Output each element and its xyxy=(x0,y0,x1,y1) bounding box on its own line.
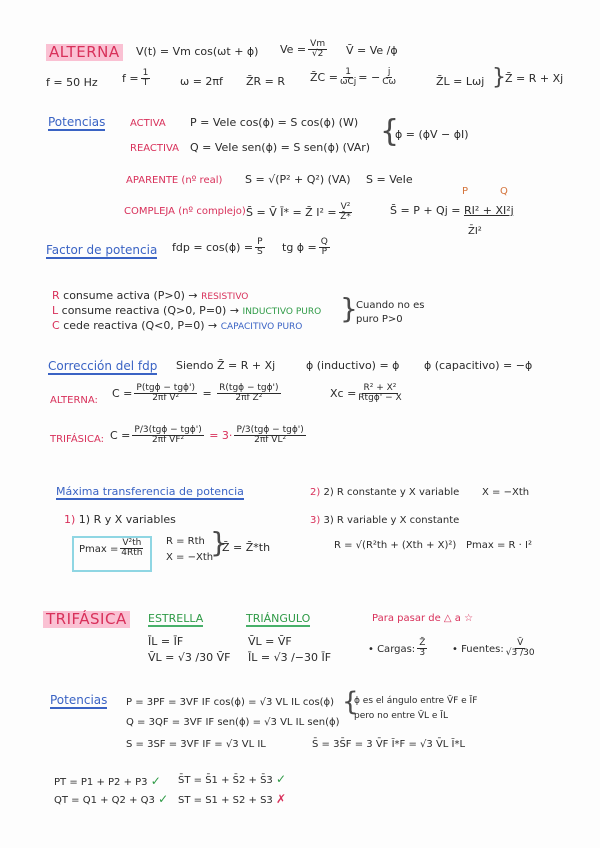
reactiva-eq: Q = VeIe sen(ϕ) = S sen(ϕ) (VAr) xyxy=(190,141,371,154)
phi-inductivo: ϕ (inductivo) = ϕ xyxy=(306,359,400,372)
phi-note-2: pero no entre V̄L e ĪL xyxy=(354,711,448,721)
pt-eq: PT = P1 + P2 + P3 ✓ xyxy=(54,774,161,788)
brace: { xyxy=(380,114,400,149)
trifasica-corr-label: TRIFÁSICA: xyxy=(50,434,104,445)
tg-eq: tg ϕ = $\frac{Q}{P}$ xyxy=(282,237,328,258)
compleja-label: COMPLEJA (nº complejo) xyxy=(124,206,246,217)
vt-eq: V(t) = Vm cos(ωt + ϕ) xyxy=(136,45,259,58)
qt-eq: QT = Q1 + Q2 + Q3 ✓ xyxy=(54,792,169,806)
alterna-corr-label: ALTERNA: xyxy=(50,395,98,406)
brace: } xyxy=(340,292,358,325)
z-sum-eq: Z̄ = R + Xj xyxy=(505,72,564,85)
triangulo-i: ĪL = √3 /−30 ĪF xyxy=(248,651,332,664)
case3-eq: R = √(R²th + (Xth + X)²) xyxy=(334,540,457,551)
consume-note-2: puro P>0 xyxy=(356,314,403,325)
pmax-eq: Pmax = $\frac{\text{V²th}}{\text{4Rth}}$ xyxy=(79,538,143,559)
f-eq: f = $\frac{1}{T}$ xyxy=(122,68,149,89)
estrella-v: V̄L = √3 /30 V̄F xyxy=(148,651,231,664)
trifasica-title: TRIFÁSICA xyxy=(43,611,130,628)
activa-eq: P = VeIe cos(ϕ) = S cos(ϕ) (W) xyxy=(190,116,359,129)
trifasica-c-eq: C = $\frac{\text{P/3(tgϕ − tgϕ')}}{\text{2πf VF²}}$ = 3· $\frac{\text{P/3(tgϕ − tgϕ')}}{\text{2πf VL²}}$ xyxy=(110,425,304,446)
pasar-label: Para pasar de △ a ☆ xyxy=(372,613,474,624)
q-label: Q xyxy=(500,186,508,197)
phi-capacitivo: ϕ (capacitivo) = −ϕ xyxy=(424,359,533,372)
brace: { xyxy=(342,687,359,717)
zr-eq: Z̄R = R xyxy=(246,75,286,88)
phi-note-1: ϕ es el ángulo entre V̄F e ĪF xyxy=(354,696,478,706)
aparente-label: APARENTE (nº real) xyxy=(126,175,223,186)
cargas-eq: • Cargas: $\frac{Z̄}{3}$ xyxy=(368,638,426,659)
c-line: C cede reactiva (Q<0, P=0) → CAPACITIVO PURO xyxy=(52,319,303,332)
s-tri-eq: S = 3SF = 3VF IF = √3 VL IL xyxy=(126,739,266,750)
f50-eq: f = 50 Hz xyxy=(46,76,98,89)
l-line: L consume reactiva (Q>0, P=0) → INDUCTIVO PURO xyxy=(52,304,322,317)
r-line: R consume activa (P>0) → RESISTIVO xyxy=(52,289,249,302)
v-phasor-eq: V̄ = Ve /ϕ xyxy=(346,44,398,57)
activa-label: ACTIVA xyxy=(130,118,166,129)
ve-eq: Ve = $\frac{Vm}{√2}$ xyxy=(280,39,326,60)
fdp-title: Factor de potencia xyxy=(46,244,157,259)
st-bar-eq: S̄T = S̄1 + S̄2 + S̄3 ✓ xyxy=(178,772,287,786)
r-rth: R = Rth xyxy=(166,536,205,547)
omega-eq: ω = 2πf xyxy=(180,75,223,88)
sbar-tri-eq: S̄ = 3S̄F = 3 V̄F Ī*F = √3 V̄L Ī*L xyxy=(312,739,466,750)
x-xth: X = −Xth xyxy=(166,552,214,563)
q-tri-eq: Q = 3QF = 3VF IF sen(ϕ) = √3 VL IL sen(ϕ) xyxy=(126,717,340,728)
alterna-c-eq: C = $\frac{\text{P(tgϕ − tgϕ')}}{\text{2πf V²}}$ = $\frac{\text{R(tgϕ − tgϕ')}}{\text{2πf Z²}}$ xyxy=(112,383,279,404)
aparente-eq: S = √(P² + Q²) (VA) xyxy=(245,173,351,186)
brace: } xyxy=(210,526,228,559)
compleja-eq2: S̄ = P + Qj = RI² + XI²j xyxy=(390,204,514,217)
maxima-title: Máxima transferencia de potencia xyxy=(56,486,244,500)
case2-label: 2) 2) R constante y X variable xyxy=(310,487,460,498)
potencias-tri-title: Potencias xyxy=(50,694,107,709)
fdp-eq: fdp = cos(ϕ) = $\frac{P}{S}$ xyxy=(172,237,263,258)
st-eq: ST = S1 + S2 + S3 ✗ xyxy=(178,792,287,806)
alterna-title: ALTERNA xyxy=(46,44,123,61)
zi2-label: Z̄I² xyxy=(468,226,482,237)
correccion-title: Corrección del fdp xyxy=(48,360,157,375)
p-label: P xyxy=(462,186,469,197)
case3-label: 3) 3) R variable y X constante xyxy=(310,515,460,526)
case1-label: 1) 1) R y X variables xyxy=(64,513,176,526)
triangulo-title: TRIÁNGULO xyxy=(246,613,310,627)
z-zth: Z̄ = Z̄*th xyxy=(222,541,271,554)
aparente-eq2: S = VeIe xyxy=(366,173,413,186)
siendo-eq: Siendo Z̄ = R + Xj xyxy=(176,359,276,372)
estrella-title: ESTRELLA xyxy=(148,613,203,627)
case3-pmax: Pmax = R · I² xyxy=(466,540,532,551)
triangulo-v: V̄L = V̄F xyxy=(248,635,292,648)
fuentes-eq: • Fuentes: $\frac{V̄}{√3 /30}$ xyxy=(452,638,535,659)
compleja-eq: S̄ = V̄ Ī* = Z̄ I² = $\frac{\text{V²}}{Z̄*}$ xyxy=(246,202,351,223)
xc-eq: Xc = $\frac{\text{R² + X²}}{\text{Rtgϕ' − X}}$ xyxy=(330,383,402,404)
consume-note-1: Cuando no es xyxy=(356,300,425,311)
zc-eq: Z̄C = $\frac{1}{\text{ωCj}}$ = − $\frac{j}{C\omega}$ xyxy=(310,67,397,88)
potencias-title: Potencias xyxy=(48,116,105,131)
brace: } xyxy=(492,65,506,90)
p-tri-eq: P = 3PF = 3VF IF cos(ϕ) = √3 VL IL cos(ϕ) xyxy=(126,697,335,708)
zl-eq: Z̄L = Lωj xyxy=(436,75,485,88)
reactiva-label: REACTIVA xyxy=(130,143,180,154)
phi-eq: ϕ = (ϕV − ϕI) xyxy=(395,128,469,141)
case2-eq: X = −Xth xyxy=(482,487,530,498)
estrella-i: ĪL = ĪF xyxy=(148,635,184,648)
